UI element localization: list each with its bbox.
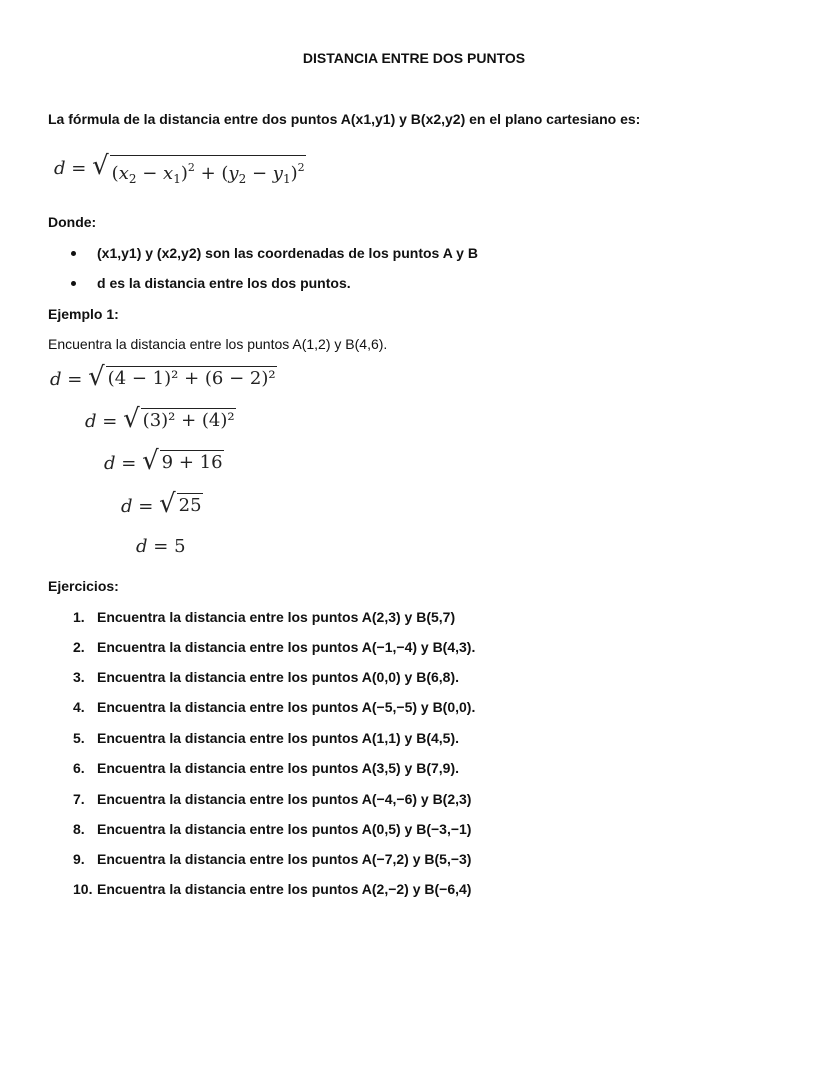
bullet-dot xyxy=(71,281,76,286)
page-title: DISTANCIA ENTRE DOS PUNTOS xyxy=(302,50,526,66)
example-step-3: d = √ 9 + 16 xyxy=(104,446,223,476)
exercise-item: 1. Encuentra la distancia entre los puntos A(2,3) y B(5,7) xyxy=(73,609,456,625)
exercise-item: 7. Encuentra la distancia entre los puntos A(−4,−6) y B(2,3) xyxy=(73,791,472,807)
example-prompt: Encuentra la distancia entre los puntos A(1,2) y B(4,6). xyxy=(48,336,388,352)
exercise-item: 8. Encuentra la distancia entre los puntos A(0,5) y B(−3,−1) xyxy=(73,821,472,837)
exercise-item: 2. Encuentra la distancia entre los puntos A(−1,−4) y B(4,3). xyxy=(73,639,476,655)
bullet-dot xyxy=(71,251,76,256)
bullet-item: d es la distancia entre los dos puntos. xyxy=(97,275,351,291)
exercise-item: 9. Encuentra la distancia entre los puntos A(−7,2) y B(5,−3) xyxy=(73,851,472,867)
where-label: Donde: xyxy=(48,214,97,230)
exercise-item: 3. Encuentra la distancia entre los puntos A(0,0) y B(6,8). xyxy=(73,669,460,685)
example-step-1: d = √ (4 − 1)² + (6 − 2)² xyxy=(50,362,276,392)
distance-formula: d = √ $(x_2 - x_1)^2 + (y_2 - y_1)^2$ xyxy=(54,155,306,189)
example-step-2: d = √ (3)² + (4)² xyxy=(85,404,235,434)
exercises-label: Ejercicios: xyxy=(48,578,119,594)
exercise-item: 6. Encuentra la distancia entre los puntos A(3,5) y B(7,9). xyxy=(73,760,460,776)
example-result: d = 5 xyxy=(136,536,186,557)
exercise-item: 5. Encuentra la distancia entre los puntos A(1,1) y B(4,5). xyxy=(73,730,460,746)
bullet-item: (x1,y1) y (x2,y2) son las coordenadas de los puntos A y B xyxy=(97,245,478,261)
exercise-item: 4. Encuentra la distancia entre los puntos A(−5,−5) y B(0,0). xyxy=(73,699,476,715)
exercise-item: 10. Encuentra la distancia entre los puntos A(2,−2) y B(−6,4) xyxy=(73,881,472,897)
example-label: Ejemplo 1: xyxy=(48,306,119,322)
example-step-4: d = √ 25 xyxy=(121,489,202,519)
intro-text: La fórmula de la distancia entre dos puntos A(x1,y1) y B(x2,y2) en el plano cartesiano es: xyxy=(48,111,641,127)
